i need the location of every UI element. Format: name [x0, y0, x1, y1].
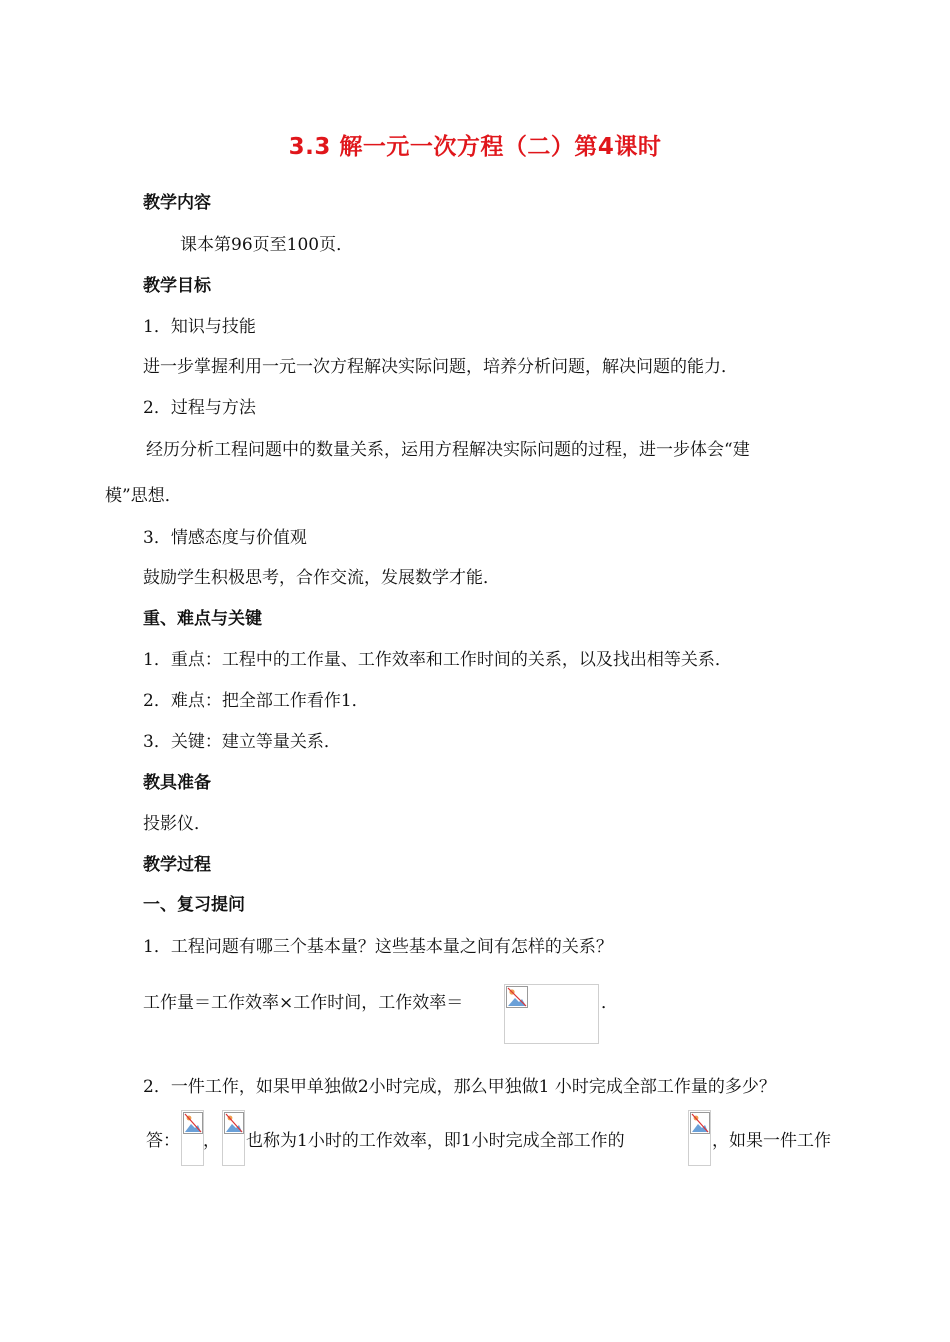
broken-image-icon — [224, 1112, 244, 1134]
tools-text: 投影仪． — [143, 814, 211, 834]
question-1: 1．工程问题有哪三个基本量？这些基本量之间有怎样的关系？ — [143, 937, 613, 957]
goal3-heading: 3．情感态度与价值观 — [143, 528, 307, 548]
section-heading-key: 重、难点与关键 — [143, 609, 262, 629]
answer-2-prefix: 答： — [146, 1131, 180, 1151]
key-point-3: 3．关键：建立等量关系． — [143, 732, 341, 752]
question-2: 2．一件工作，如果甲单独做2小时完成，那么甲独做1 小时完成全部工作量的多少？ — [143, 1077, 776, 1097]
formula-image — [504, 984, 599, 1044]
answer-1-suffix: ． — [601, 993, 618, 1013]
answer-2-suffix: ，如果一件工作 — [712, 1131, 831, 1151]
broken-image-icon — [690, 1112, 710, 1134]
section-heading-process: 教学过程 — [143, 855, 211, 875]
fraction-image-2 — [222, 1110, 245, 1166]
goal3-text: 鼓励学生积极思考，合作交流，发展数学才能． — [143, 568, 500, 588]
goal2-heading: 2．过程与方法 — [143, 398, 256, 418]
answer-1-prefix: 工作量＝工作效率×工作时间，工作效率＝ — [143, 993, 464, 1013]
answer-2-comma: ， — [203, 1131, 220, 1151]
fraction-image-1 — [181, 1110, 204, 1166]
goal1-text: 进一步掌握利用一元一次方程解决实际问题，培养分析问题，解决问题的能力． — [143, 357, 738, 377]
key-point-1: 1．重点：工程中的工作量、工作效率和工作时间的关系，以及找出相等关系． — [143, 650, 732, 670]
key-point-2: 2．难点：把全部工作看作1． — [143, 691, 369, 711]
broken-image-icon — [506, 986, 528, 1008]
fraction-image-3 — [688, 1110, 711, 1166]
page-title: 3.3 解一元一次方程（二）第4课时 — [288, 134, 662, 160]
section-heading-goals: 教学目标 — [143, 276, 211, 296]
section-heading-content: 教学内容 — [143, 193, 211, 213]
review-heading: 一、复习提问 — [143, 895, 245, 915]
goal2-text-a: 经历分析工程问题中的数量关系，运用方程解决实际问题的过程，进一步体会“建 — [146, 440, 750, 460]
answer-2-mid: 也称为1小时的工作效率，即1小时完成全部工作的 — [246, 1131, 625, 1151]
broken-image-icon — [183, 1112, 203, 1134]
goal1-heading: 1．知识与技能 — [143, 317, 256, 337]
content-text: 课本第96页至100页． — [180, 235, 354, 255]
goal2-text-b: 模”思想． — [105, 486, 182, 506]
section-heading-tools: 教具准备 — [143, 773, 211, 793]
